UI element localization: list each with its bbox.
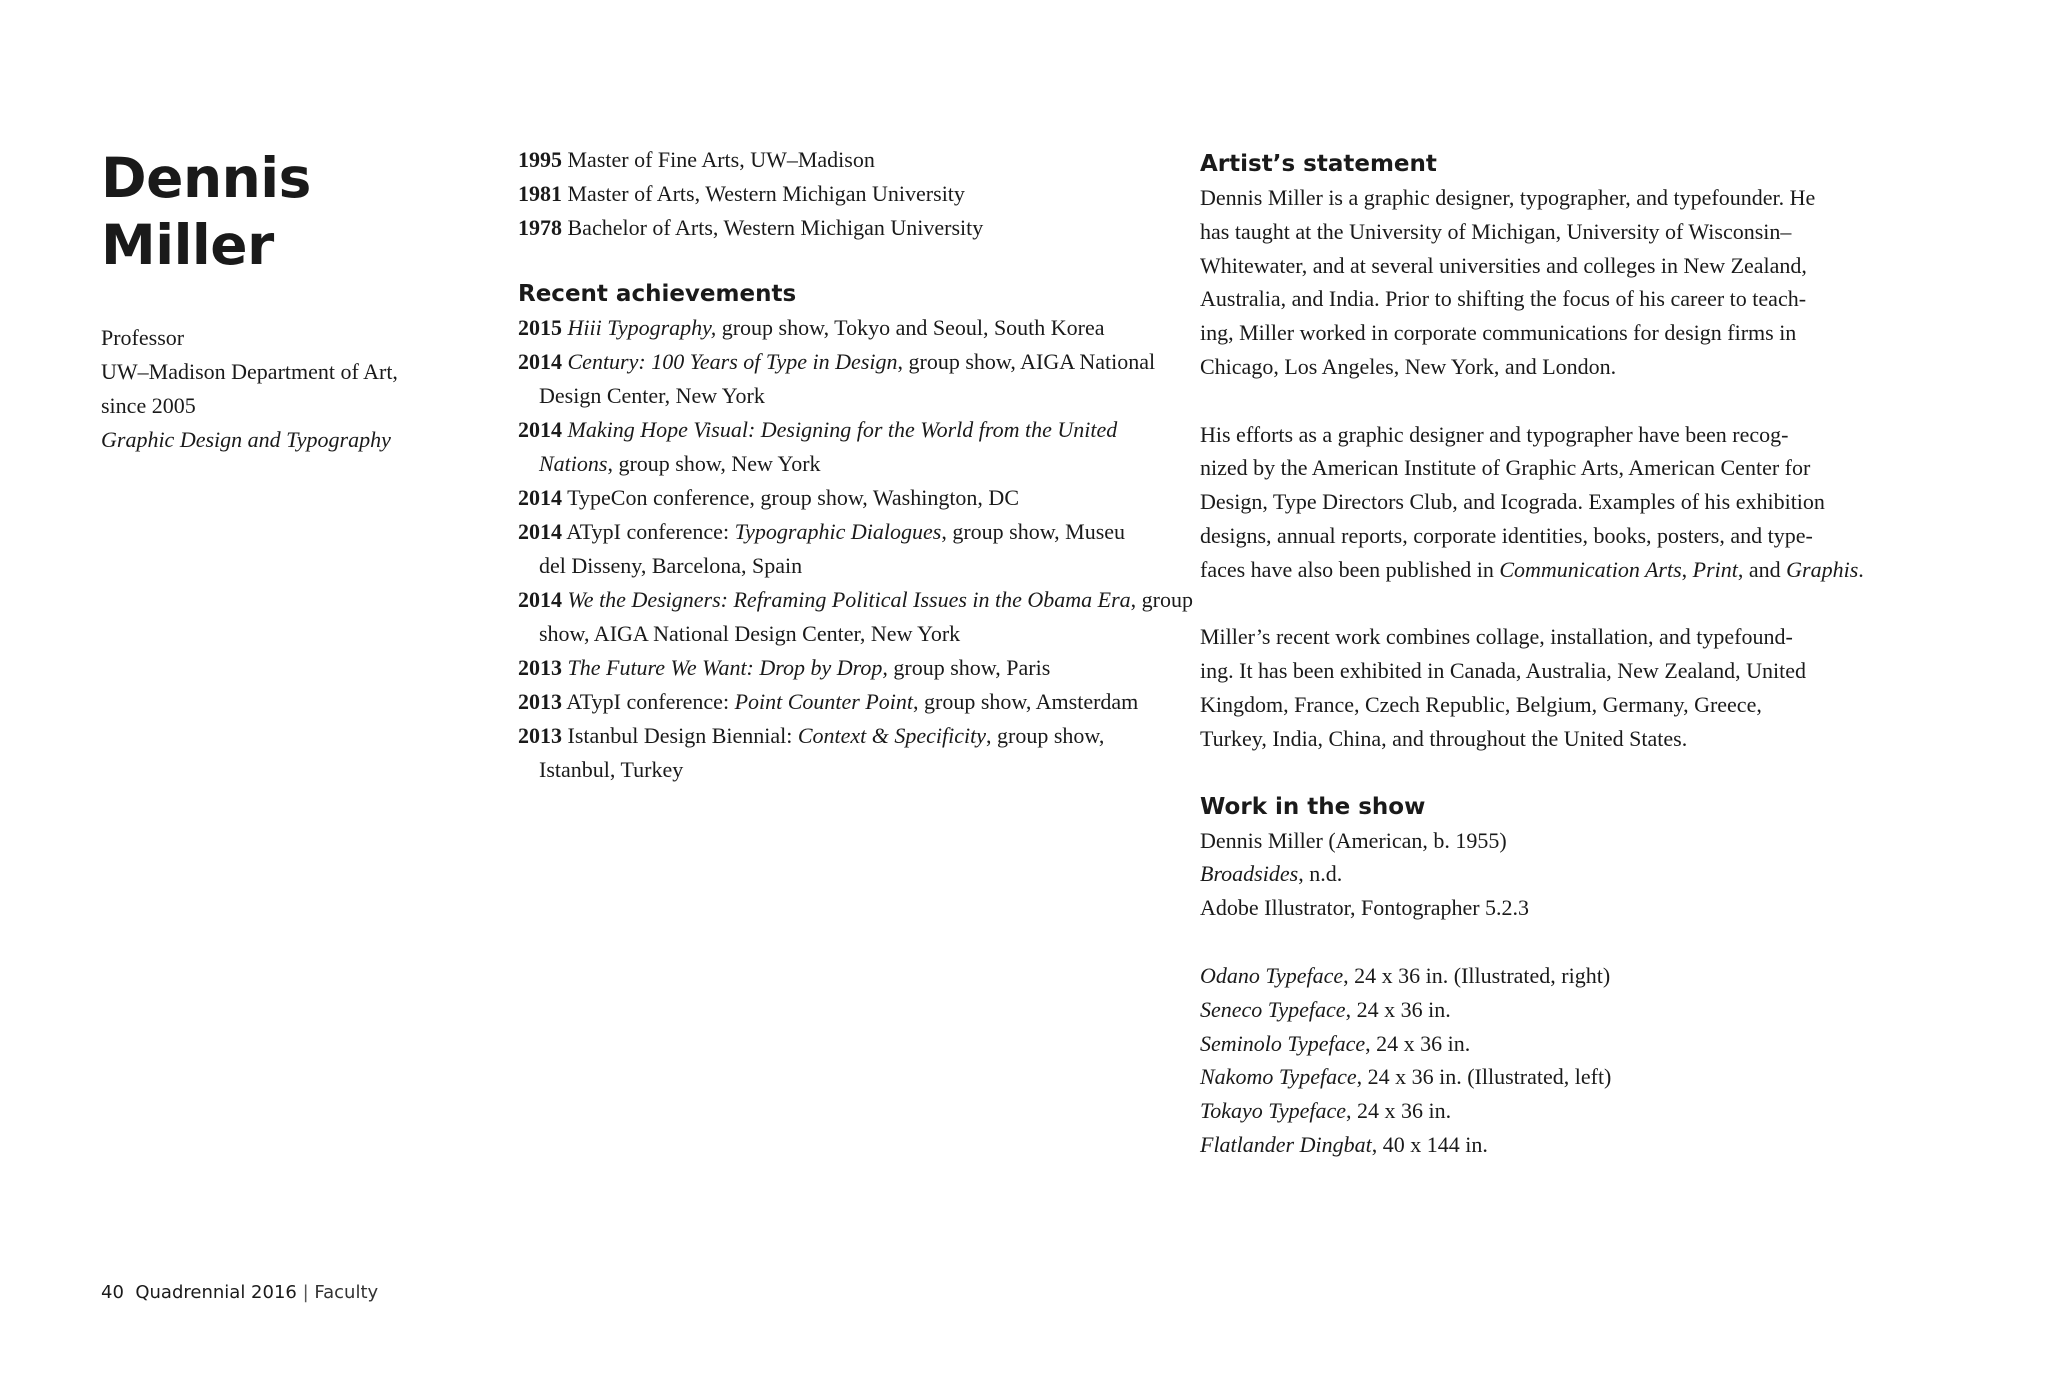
italic-title: Point Counter Point (734, 689, 914, 714)
work-intro-line (1200, 891, 1850, 925)
achievements-list (518, 311, 1193, 787)
achievement-year: 2014 (518, 485, 562, 510)
achievement-item (518, 311, 1158, 345)
spacer (1200, 756, 1850, 790)
text-run: , group (1130, 587, 1193, 612)
degree-year: 1995 (518, 147, 562, 172)
statement-line (1200, 282, 1850, 316)
achievement-line (518, 345, 1158, 379)
work-intro-line (1200, 857, 1850, 891)
achievement-line (518, 311, 1158, 345)
text-run: TypeCon conference, group show, Washington, DC (567, 485, 1019, 510)
work-intro (1200, 824, 1850, 925)
italic-title: The Future We Want: Drop by Drop, (567, 655, 888, 680)
page-footer (101, 1281, 378, 1305)
statement-line (1200, 418, 1850, 452)
italic-title: Broadsides (1200, 861, 1299, 887)
text-run: group show, Paris (887, 655, 1051, 680)
achievement-line (518, 583, 1193, 617)
achievement-year: 2014 (518, 417, 562, 442)
achievement-item (518, 583, 1193, 651)
text-run: Turkey, India, China, and throughout the United States. (1200, 725, 1688, 751)
text-run: , 24 x 36 in. (Illustrated, left) (1356, 1064, 1612, 1090)
achievement-year: 2013 (518, 655, 562, 680)
text-run: ing. It has been exhibited in Canada, Australia, New Zealand, United (1200, 658, 1807, 684)
role-since: since 2005 (101, 393, 196, 418)
statement-line (1200, 519, 1850, 553)
achievement-item (518, 685, 1158, 719)
text-run: , 24 x 36 in. (1345, 996, 1451, 1022)
statement-line (1200, 350, 1850, 384)
section-name: Faculty (314, 1282, 379, 1303)
text-run: , and (1737, 556, 1787, 582)
statement-line (1200, 215, 1850, 249)
work-heading: Work in the show (1200, 793, 1426, 820)
italic-title: Nations (539, 451, 608, 476)
italic-title: Flatlander Dingbat (1200, 1131, 1372, 1157)
achievement-continuation (518, 549, 1158, 583)
statement-line (1200, 316, 1850, 350)
achievement-year: 2014 (518, 587, 562, 612)
text-run: show, AIGA National Design Center, New York (539, 621, 961, 646)
statement-line (1200, 620, 1850, 654)
text-run: Design, Type Directors Club, and Icograda. Examples of his exhibition (1200, 489, 1825, 515)
achievement-year: 2013 (518, 723, 562, 748)
text-run: Design Center, New York (539, 383, 765, 408)
italic-title: Typographic Dialogues (734, 519, 942, 544)
artist-first-name: Dennis (101, 146, 311, 210)
degree-text: Master of Fine Arts, UW–Madison (567, 147, 875, 172)
work-piece (1200, 993, 1850, 1027)
degree-year: 1978 (518, 215, 562, 240)
statement-line (1200, 181, 1850, 215)
footer-separator: | (302, 1282, 309, 1303)
degree-item (518, 143, 1158, 177)
achievement-line (518, 413, 1158, 447)
text-run: Kingdom, France, Czech Republic, Belgium, Germany, Greece, (1200, 691, 1762, 717)
work-piece (1200, 959, 1850, 993)
work-piece (1200, 1128, 1850, 1162)
text-run: ing, Miller worked in corporate communications for design firms in (1200, 320, 1797, 346)
statement-line (1200, 654, 1850, 688)
statement-paragraph (1200, 418, 1864, 587)
achievement-year: 2014 (518, 519, 562, 544)
text-run: has taught at the University of Michigan, University of Wisconsin– (1200, 218, 1792, 244)
degree-text: Bachelor of Arts, Western Michigan University (567, 215, 984, 240)
text-run: , group show, Amsterdam (913, 689, 1139, 714)
achievement-line (518, 515, 1158, 549)
italic-title: Seminolo Typeface (1200, 1030, 1366, 1056)
text-run: , 24 x 36 in. (Illustrated, right) (1343, 962, 1611, 988)
achievement-year: 2014 (518, 349, 562, 374)
text-run: Dennis Miller (American, b. 1955) (1200, 827, 1507, 853)
text-run: , group show, (986, 723, 1105, 748)
spacer (518, 245, 1158, 277)
text-run: designs, annual reports, corporate identities, books, posters, and type- (1200, 522, 1813, 548)
text-run: ATypI conference: (566, 519, 735, 544)
statement-line (1200, 553, 1864, 587)
italic-title: Graphis (1786, 556, 1859, 582)
statement-line (1200, 249, 1850, 283)
artist-name (101, 145, 481, 279)
achievement-continuation (518, 447, 1158, 481)
text-run: nized by the American Institute of Graphic Arts, American Center for (1200, 455, 1811, 481)
degree-year: 1981 (518, 181, 562, 206)
spacer (1200, 925, 1850, 959)
italic-title: Hiii Typography, (567, 315, 717, 340)
italic-title: Century: 100 Years of Type in Design (567, 349, 898, 374)
page-number: 40 (101, 1282, 124, 1303)
achievement-line (518, 481, 1158, 515)
publication-name: Quadrennial 2016 (135, 1282, 297, 1303)
italic-title: Print (1692, 556, 1738, 582)
text-run: , 24 x 36 in. (1346, 1098, 1452, 1124)
text-run: , 24 x 36 in. (1365, 1030, 1471, 1056)
work-piece (1200, 1094, 1850, 1128)
degree-item (518, 177, 1158, 211)
achievement-continuation (518, 379, 1158, 413)
text-run: Australia, and India. Prior to shifting the focus of his career to teach- (1200, 286, 1807, 312)
statement-heading: Artist’s statement (1200, 151, 1437, 177)
text-run: Chicago, Los Angeles, New York, and London. (1200, 353, 1617, 379)
text-run: , (1681, 556, 1693, 582)
text-run: Miller’s recent work combines collage, installation, and typefound- (1200, 624, 1793, 650)
degree-text: Master of Arts, Western Michigan University (567, 181, 965, 206)
work-intro-line (1200, 824, 1850, 858)
italic-title: Context & Specificity (797, 723, 987, 748)
achievement-continuation (518, 753, 1158, 787)
work-piece (1200, 1027, 1850, 1061)
italic-title: We the Designers: Reframing Political Issues in the Obama Era (567, 587, 1131, 612)
role-department: UW–Madison Department of Art, (101, 359, 398, 384)
degree-list (518, 143, 1158, 245)
text-run: His efforts as a graphic designer and typographer have been recog- (1200, 421, 1789, 447)
italic-title: Nakomo Typeface (1200, 1064, 1357, 1090)
achievement-item (518, 719, 1158, 787)
text-run: . (1858, 556, 1864, 582)
text-run: , n.d. (1298, 861, 1343, 887)
statement-line (1200, 485, 1850, 519)
statement-line (1200, 688, 1850, 722)
achievement-item (518, 651, 1158, 685)
paragraph-gap (1200, 384, 1850, 418)
faculty-role (101, 321, 461, 457)
text-run: faces have also been published in (1200, 556, 1500, 582)
artist-last-name: Miller (101, 213, 274, 277)
achievement-item (518, 515, 1158, 583)
achievement-year: 2013 (518, 689, 562, 714)
text-run: Adobe Illustrator, Fontographer 5.2.3 (1200, 895, 1530, 921)
text-run: Istanbul, Turkey (539, 757, 684, 782)
achievement-continuation (518, 617, 1158, 651)
achievement-item (518, 481, 1158, 515)
work-pieces (1200, 959, 1850, 1162)
work-piece (1200, 1060, 1850, 1094)
credentials-column (518, 143, 1193, 787)
achievement-item (518, 413, 1158, 481)
statement-line (1200, 451, 1850, 485)
italic-title: Communication Arts (1499, 556, 1682, 582)
achievement-line (518, 651, 1158, 685)
text-run: , group show, New York (607, 451, 821, 476)
text-run: , group show, Museu (941, 519, 1126, 544)
statement-line (1200, 722, 1850, 756)
italic-title: Odano Typeface (1200, 962, 1344, 988)
text-run: group show, Tokyo and Seoul, South Korea (716, 315, 1105, 340)
achievement-line (518, 719, 1158, 753)
text-run: Whitewater, and at several universities and colleges in New Zealand, (1200, 252, 1807, 278)
statement-body (1200, 181, 1864, 756)
statement-paragraph (1200, 181, 1850, 384)
italic-title: Seneco Typeface (1200, 996, 1346, 1022)
text-run: , 40 x 144 in. (1371, 1131, 1488, 1157)
role-title: Professor (101, 325, 185, 350)
achievements-heading: Recent achievements (518, 281, 797, 307)
italic-title: Making Hope Visual: Designing for the World from the United (567, 417, 1118, 442)
degree-item (518, 211, 1158, 245)
achievement-item (518, 345, 1158, 413)
role-area: Graphic Design and Typography (101, 427, 391, 452)
text-run: del Disseny, Barcelona, Spain (539, 553, 803, 578)
text-run: ATypI conference: (566, 689, 735, 714)
text-run: Istanbul Design Biennial: (567, 723, 798, 748)
achievement-year: 2015 (518, 315, 562, 340)
text-run: Dennis Miller is a graphic designer, typographer, and typefounder. He (1200, 185, 1816, 210)
statement-paragraph (1200, 620, 1850, 755)
text-run: , group show, AIGA National (897, 349, 1156, 374)
statement-column (1200, 147, 1864, 1162)
italic-title: Tokayo Typeface (1200, 1098, 1347, 1124)
paragraph-gap (1200, 587, 1850, 621)
achievement-line (518, 685, 1158, 719)
